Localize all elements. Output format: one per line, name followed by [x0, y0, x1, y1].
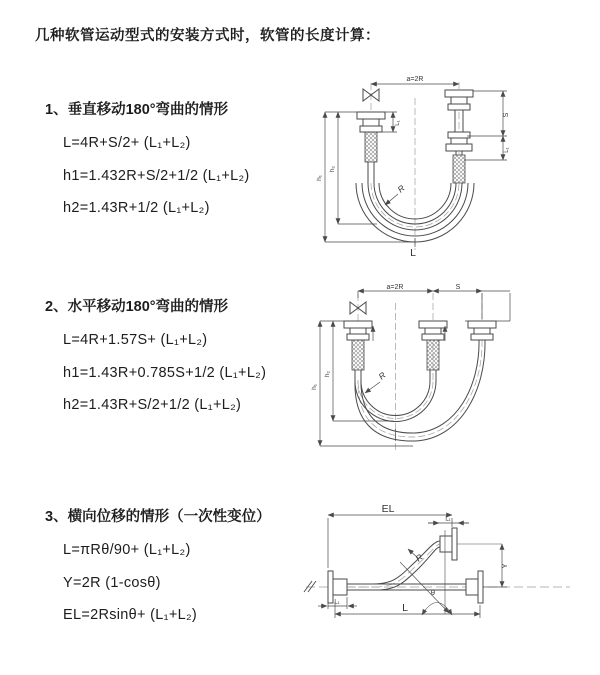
- section-lateral-displacement: [45, 506, 271, 632]
- dimension-lines: [325, 84, 507, 247]
- section-1-heading: 1、垂直移动180°弯曲的情形: [45, 102, 229, 118]
- middle-fitting: [419, 321, 447, 340]
- page-title: 几种软管运动型式的安装方式时，软管的长度计算：: [35, 28, 380, 44]
- dim-fitting-left-label: L₁: [334, 599, 340, 606]
- length-label: L: [402, 602, 408, 614]
- diagram-lateral-displacement: [300, 502, 600, 652]
- centerlines: [358, 293, 482, 451]
- radius-label: R: [413, 551, 425, 564]
- formula-el: EL=2Rsinθ+ (L₁+L₂): [63, 607, 198, 623]
- formula-l: L=πRθ/90+ (L₁+L₂): [63, 542, 191, 558]
- formula-h2: h2=1.43R+S/2+1/2 (L₁+L₂): [63, 397, 242, 413]
- section-vertical-movement: [45, 99, 250, 225]
- dim-h2-label: h₂: [329, 165, 336, 173]
- radius-label: R: [376, 369, 388, 382]
- dim-stroke-label: S: [503, 112, 510, 118]
- diagram-horizontal-180-bend: [310, 281, 600, 456]
- dim-h1-label: h₁: [311, 384, 318, 390]
- centerlines: [371, 82, 459, 250]
- formula-l: L=4R+S/2+ (L₁+L₂): [63, 135, 191, 151]
- dim-fitting-top-label: L₁: [445, 516, 451, 523]
- dim-width-label: a=2R: [386, 284, 404, 291]
- axis-break-icon: [304, 581, 316, 592]
- dim-width-label: a=2R: [406, 76, 424, 83]
- original-position-flange: [466, 571, 483, 603]
- dim-el-label: EL: [381, 503, 395, 515]
- angle-label: θ: [430, 588, 436, 597]
- right-fitting: [468, 321, 496, 340]
- right-fitting-upper: [445, 90, 473, 110]
- section-horizontal-movement: [45, 296, 266, 422]
- dim-h2-label: h₂: [324, 370, 331, 378]
- dim-fitting-right-label: L₁: [504, 147, 510, 153]
- radius-label: R: [395, 182, 407, 195]
- left-fitting: [344, 321, 372, 340]
- valve-icon: [350, 302, 366, 314]
- section-3-heading: 3、横向位移的情形（一次性变位）: [45, 509, 271, 525]
- formula-h2: h2=1.43R+1/2 (L₁+L₂): [63, 200, 210, 216]
- formula-l: L=4R+1.57S+ (L₁+L₂): [63, 332, 208, 348]
- displaced-flange: [440, 528, 457, 560]
- dimension-lines: [320, 291, 510, 446]
- left-fitting: [357, 112, 385, 132]
- formula-h1: h1=1.432R+S/2+1/2 (L₁+L₂): [63, 167, 250, 184]
- dim-y-label: Y: [500, 563, 509, 569]
- dim-fitting-left-label: L₁: [395, 120, 401, 126]
- left-flange: [328, 571, 347, 603]
- section-2-heading: 2、水平移动180°弯曲的情形: [45, 299, 229, 315]
- dim-stroke-label: S: [455, 284, 461, 291]
- formula-h1: h1=1.43R+0.785S+1/2 (L₁+L₂): [63, 364, 267, 381]
- formula-y: Y=2R (1-cosθ): [63, 574, 161, 591]
- length-label: L: [410, 247, 416, 259]
- dimension-labels: [316, 76, 510, 259]
- diagram-vertical-180-bend: [315, 70, 595, 265]
- right-fitting-lower: [446, 132, 472, 151]
- dim-h1-label: h₁: [316, 175, 323, 181]
